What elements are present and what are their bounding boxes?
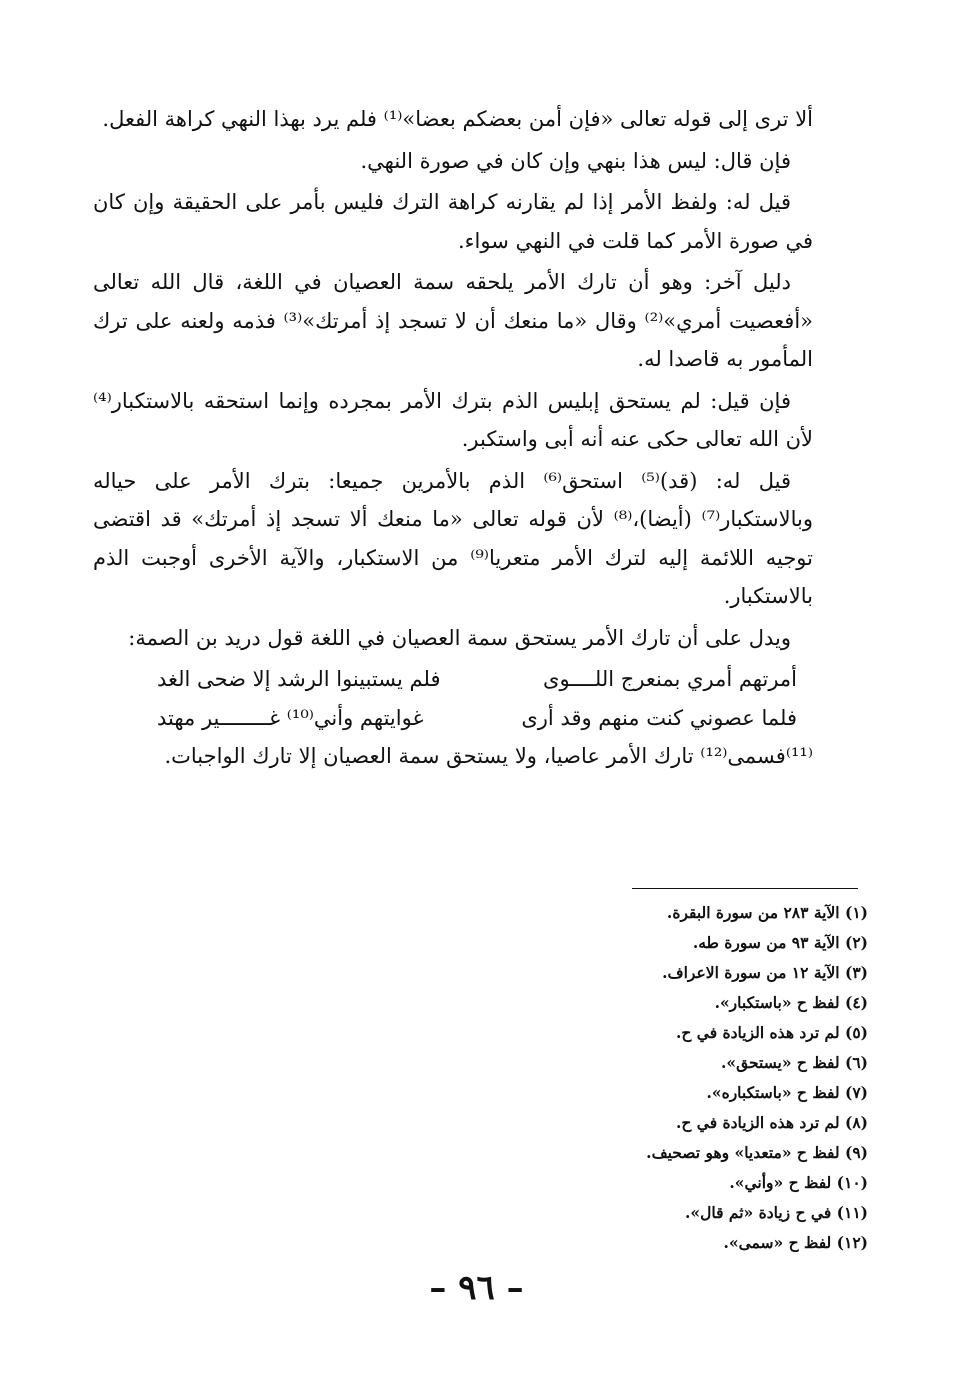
footnote-7: (٧) لفظ ح «باستكباره». — [706, 1083, 868, 1102]
paragraph-2: فإن قال: ليس هذا بنهي وإن كان في صورة النهي. — [360, 148, 791, 173]
footnote-4: (٤) لفظ ح «باستكبار». — [714, 993, 868, 1012]
footnote-9: (٩) لفظ ح «متعديا» وهو تصحيف. — [646, 1143, 868, 1162]
page-number: – ٩٦ – — [429, 1268, 524, 1308]
verse-1-first-hemistich: أمرتهم أمري بمنعرج اللــــوى — [543, 667, 797, 691]
verse-1-second-hemistich: فلم يستبينوا الرشد إلا ضحى الغد — [157, 667, 441, 691]
footnote-5: (٥) لم ترد هذه الزيادة في ح. — [676, 1023, 868, 1042]
footnote-1: (١) الآية ٢٨٣ من سورة البقرة. — [666, 903, 868, 922]
footnote-11: (١١) في ح زيادة «ثم قال». — [685, 1203, 868, 1222]
verse-2-first-hemistich: فلما عصوني كنت منهم وقد أرى — [521, 705, 797, 730]
footnote-2: (٢) الآية ٩٣ من سورة طه. — [692, 933, 868, 952]
verse-line-1 — [157, 660, 797, 699]
footnote-12: (١٢) لفظ ح «سمى». — [723, 1233, 868, 1252]
footnote-3: (٣) الآية ١٢ من سورة الاعراف. — [662, 963, 868, 982]
paragraph-7: ويدل على أن تارك الأمر يستحق سمة العصيان في اللغة قول دريد بن الصمة: — [128, 625, 791, 650]
footnote-8: (٨) لم ترد هذه الزيادة في ح. — [676, 1113, 868, 1132]
main-text — [93, 100, 813, 779]
footnote-10: (١٠) لفظ ح «وأني». — [729, 1173, 868, 1192]
closing-paragraph: ⁽¹¹⁾فسمى⁽¹²⁾ تارك الأمر عاصيا، ولا يستحق سمة العصيان إلا تارك الواجبات. — [164, 744, 813, 768]
paragraph-3: قيل له: ولفظ الأمر إذا لم يقارنه كراهة الترك فليس بأمر على الحقيقة وإن كان في صورة الأمر كما قلت في النهي سواء. — [93, 190, 813, 253]
paragraph-6: قيل له: (قد)⁽⁵⁾ استحق⁽⁶⁾ الذم بالأمرين جميعا: بترك الأمر على حياله وبالاستكبار⁽⁷⁾ (أيضا)،⁽⁸⁾ لأن قوله تعالى «ما منعك ألا تسجد إذ أمرتك» قد اقتضى توجيه اللائمة إليه لترك الأمر متعريا⁽⁹⁾ من الاستكبار، والآية الأخرى أوجبت الذم بالاستكبار. — [93, 468, 813, 608]
paragraph-5: فإن قيل: لم يستحق إبليس الذم بترك الأمر بمجرده وإنما استحقه بالاستكبار⁽⁴⁾ لأن الله تعالى حكى عنه أنه أبى واستكبر. — [93, 388, 813, 451]
verse-line-2 — [157, 699, 797, 738]
footnote-6: (٦) لفظ ح «يستحق». — [721, 1053, 868, 1072]
paragraph-1: ألا ترى إلى قوله تعالى «فإن أمن بعضكم بعضا»⁽¹⁾ فلم يرد بهذا النهي كراهة الفعل. — [102, 107, 813, 131]
footnote-divider — [632, 888, 858, 889]
footnotes — [508, 898, 868, 1258]
paragraph-4: دليل آخر: وهو أن تارك الأمر يلحقه سمة العصيان في اللغة، قال الله تعالى «أفعصيت أمري»⁽²⁾ وقال «ما منعك أن لا تسجد إذ أمرتك»⁽³⁾ فذمه ولعنه على ترك المأمور به قاصدا له. — [93, 270, 813, 371]
verse-2-second-hemistich: غوايتهم وأني⁽¹⁰⁾ غــــــــير مهتد — [157, 705, 424, 730]
